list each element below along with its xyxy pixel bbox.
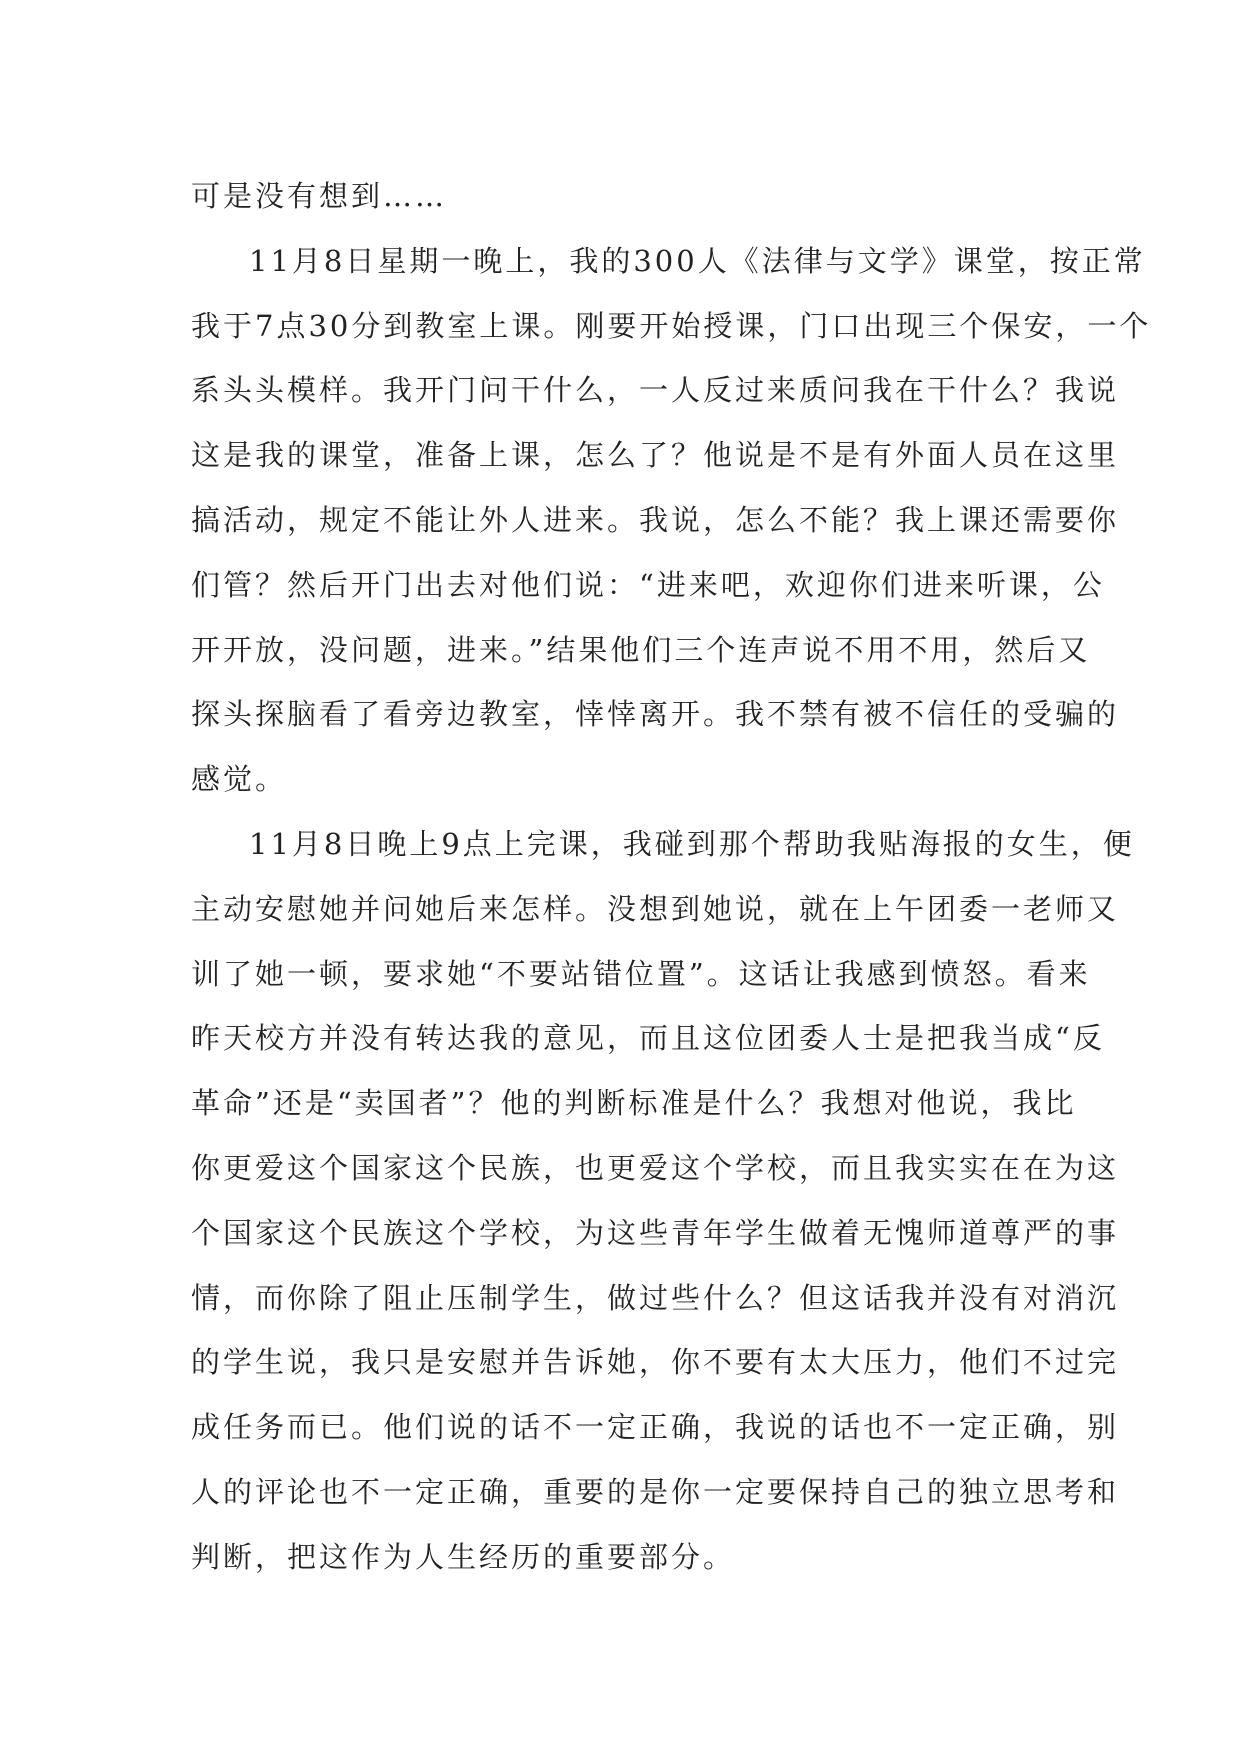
text-line: 开开放，没问题，进来。”结果他们三个连声说不用不用，然后又: [191, 632, 1091, 667]
paragraph: [191, 229, 1152, 812]
text-line: 们管？然后开门出去对他们说：“进来吧，欢迎你们进来听课，公: [191, 567, 1105, 602]
text-line: 主动安慰她并问她后来怎样。没想到她说，就在上午团委一老师又: [191, 891, 1120, 926]
paragraph: [191, 812, 1135, 1590]
text-line: 成任务而已。他们说的话不一定正确，我说的话也不一定正确，别: [191, 1410, 1120, 1445]
text-line: 11月8日星期一晚上，我的300人《法律与文学》课堂，按正常: [249, 243, 1146, 278]
text-line: 搞活动，规定不能让外人进来。我说，怎么不能？我上课还需要你: [191, 502, 1120, 537]
text-line: 判断，把这作为人生经历的重要部分。: [191, 1539, 736, 1574]
text-line: 感觉。: [191, 762, 288, 797]
text-line: 系头头模样。我开门问干什么，一人反过来质问我在干什么？我说: [191, 373, 1120, 408]
text-line: 个国家这个民族这个学校，为这些青年学生做着无愧师道尊严的事: [191, 1215, 1120, 1250]
text-line: 革命”还是“卖国者”？他的判断标准是什么？我想对他说，我比: [191, 1086, 1077, 1121]
text-line: 可是没有想到……: [191, 179, 448, 213]
text-line: 这是我的课堂，准备上课，怎么了？他说是不是有外面人员在这里: [191, 438, 1120, 473]
text-line: 我于7点30分到教室上课。刚要开始授课，门口出现三个保安，一个: [191, 308, 1152, 343]
text-line: 情，而你除了阻止压制学生，做过些什么？但这话我并没有对消沉: [191, 1280, 1120, 1315]
text-line: 你更爱这个国家这个民族，也更爱这个学校，而且我实实在在为这: [191, 1150, 1120, 1185]
text-line: 探头探脑看了看旁边教室，悻悻离开。我不禁有被不信任的受骗的: [191, 697, 1120, 732]
body-text: [191, 164, 1152, 1590]
text-line: 11月8日晚上9点上完课，我碰到那个帮助我贴海报的女生，便: [249, 826, 1135, 861]
text-line: 的学生说，我只是安慰并告诉她，你不要有太大压力，他们不过完: [191, 1345, 1120, 1380]
text-line: 训了她一顿，要求她“不要站错位置”。这话让我感到愤怒。看来: [191, 956, 1091, 991]
paragraph: [191, 164, 1051, 229]
text-line: 昨天校方并没有转达我的意见，而且这位团委人士是把我当成“反: [191, 1021, 1105, 1056]
text-line: 人的评论也不一定正确，重要的是你一定要保持自己的独立思考和: [191, 1474, 1120, 1509]
